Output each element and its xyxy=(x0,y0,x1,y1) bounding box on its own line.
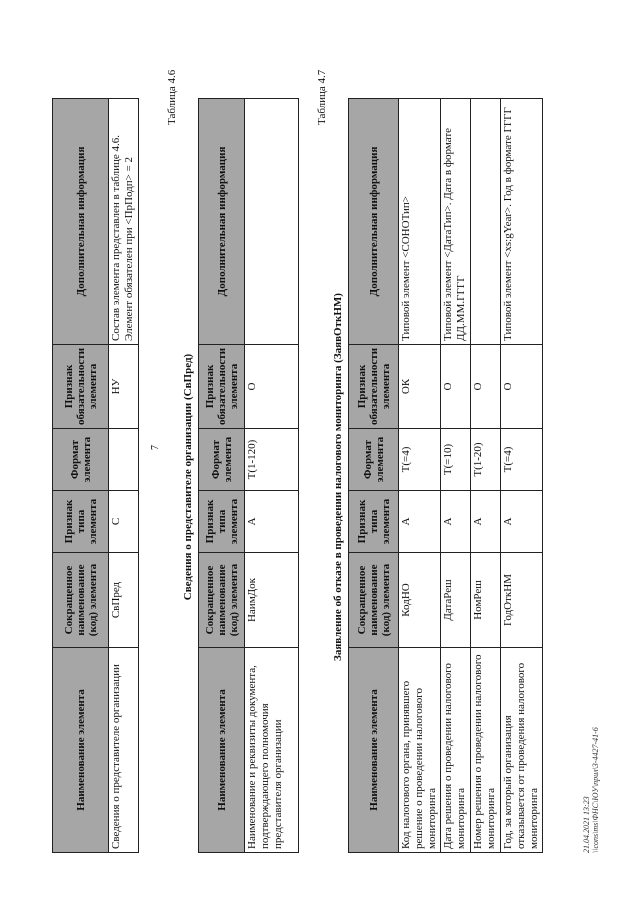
cell-info: Состав элемента представлен в таблице 4.6. Элемент обязателен при <ПрПодп> = 2 xyxy=(109,98,139,344)
table-row xyxy=(109,98,139,852)
header-cell: Признак обязательности элемента xyxy=(199,344,245,428)
header-cell: Дополнительная информация xyxy=(349,98,399,344)
cell-name: Код налогового органа, принявшего решение о проведении налогового мониторинга xyxy=(399,648,441,853)
table-47-header-row xyxy=(349,98,399,852)
table-top-header-row xyxy=(53,98,109,852)
header-cell: Признак типа элемента xyxy=(199,491,245,553)
cell-code: СвПред xyxy=(109,553,139,648)
cell-type: А xyxy=(501,491,543,553)
cell-type: А xyxy=(399,491,441,553)
cell-info: Типовой элемент <xs:gYear>. Год в формате ГГГГ xyxy=(501,98,543,344)
header-cell: Признак типа элемента xyxy=(53,491,109,553)
table-row xyxy=(441,98,471,852)
footer-path: \\cons\ms\ФНС\ЮУ\прил\3-4427-41-6 xyxy=(591,727,600,853)
cell-format: Т(=4) xyxy=(501,429,543,491)
header-cell: Признак типа элемента xyxy=(349,491,399,553)
cell-name: Наименование и реквизиты документа, подтверждающего полномочия представителя организации xyxy=(245,648,299,853)
cell-required: ОК xyxy=(399,344,441,428)
cell-type: А xyxy=(245,491,299,553)
table-47-container xyxy=(348,98,543,853)
cell-type: А xyxy=(441,491,471,553)
table-47-title: Заявление об отказе в проведении налогового мониторинга (ЗаявОткНМ) xyxy=(332,293,344,661)
table-46-container xyxy=(198,98,299,853)
cell-name: Год, за который организация отказывается от проведения налогового мониторинга xyxy=(501,648,543,853)
cell-info xyxy=(471,98,501,344)
cell-format: Т(=10) xyxy=(441,429,471,491)
header-cell: Формат элемента xyxy=(199,429,245,491)
page-number: 7 xyxy=(150,445,161,450)
cell-code: ГодОткНМ xyxy=(501,553,543,648)
table-row xyxy=(471,98,501,852)
cell-code: НомРеш xyxy=(471,553,501,648)
cell-name: Сведения о представителе организации xyxy=(109,648,139,853)
header-cell: Сокращенное наименование (код) элемента xyxy=(53,553,109,648)
cell-required: О xyxy=(471,344,501,428)
cell-code: КодНО xyxy=(399,553,441,648)
header-cell: Дополнительная информация xyxy=(53,98,109,344)
cell-type: А xyxy=(471,491,501,553)
header-cell: Сокращенное наименование (код) элемента xyxy=(199,553,245,648)
footer-timestamp: 21.04.2021 13:23 xyxy=(582,796,591,853)
footer-stamp xyxy=(582,727,600,853)
header-cell: Сокращенное наименование (код) элемента xyxy=(349,553,399,648)
cell-required: О xyxy=(245,344,299,428)
table-top-container xyxy=(52,98,139,853)
cell-code: НаимДок xyxy=(245,553,299,648)
cell-name: Номер решения о проведении налогового мониторинга xyxy=(471,648,501,853)
header-cell: Наименование элемента xyxy=(199,648,245,853)
header-cell: Наименование элемента xyxy=(349,648,399,853)
table-row xyxy=(501,98,543,852)
header-cell: Признак обязательности элемента xyxy=(53,344,109,428)
cell-type: С xyxy=(109,491,139,553)
table-46 xyxy=(198,98,299,853)
header-cell: Дополнительная информация xyxy=(199,98,245,344)
cell-required: О xyxy=(441,344,471,428)
header-cell: Формат элемента xyxy=(349,429,399,491)
cell-format: Т(1-120) xyxy=(245,429,299,491)
cell-code: ДатаРеш xyxy=(441,553,471,648)
table-row xyxy=(399,98,441,852)
cell-info: Типовой элемент <ДатаТип>. Дата в формате ДД.ММ.ГГГГ xyxy=(441,98,471,344)
table-row xyxy=(245,98,299,852)
table-46-header-row xyxy=(199,98,245,852)
table-47-caption: Таблица 4.7 xyxy=(316,69,328,125)
header-cell: Наименование элемента xyxy=(53,648,109,853)
cell-format: Т(1-20) xyxy=(471,429,501,491)
header-cell: Формат элемента xyxy=(53,429,109,491)
cell-format xyxy=(109,429,139,491)
table-46-title: Сведения о представителе организации (СвПред) xyxy=(182,353,194,601)
table-top xyxy=(52,98,139,853)
table-46-caption: Таблица 4.6 xyxy=(166,69,178,125)
cell-info: Типовой элемент <СОНОТип> xyxy=(399,98,441,344)
table-47 xyxy=(348,98,543,853)
cell-required: О xyxy=(501,344,543,428)
cell-name: Дата решения о проведении налогового мониторинга xyxy=(441,648,471,853)
header-cell: Признак обязательности элемента xyxy=(349,344,399,428)
cell-format: Т(=4) xyxy=(399,429,441,491)
cell-required: НУ xyxy=(109,344,139,428)
cell-info xyxy=(245,98,299,344)
